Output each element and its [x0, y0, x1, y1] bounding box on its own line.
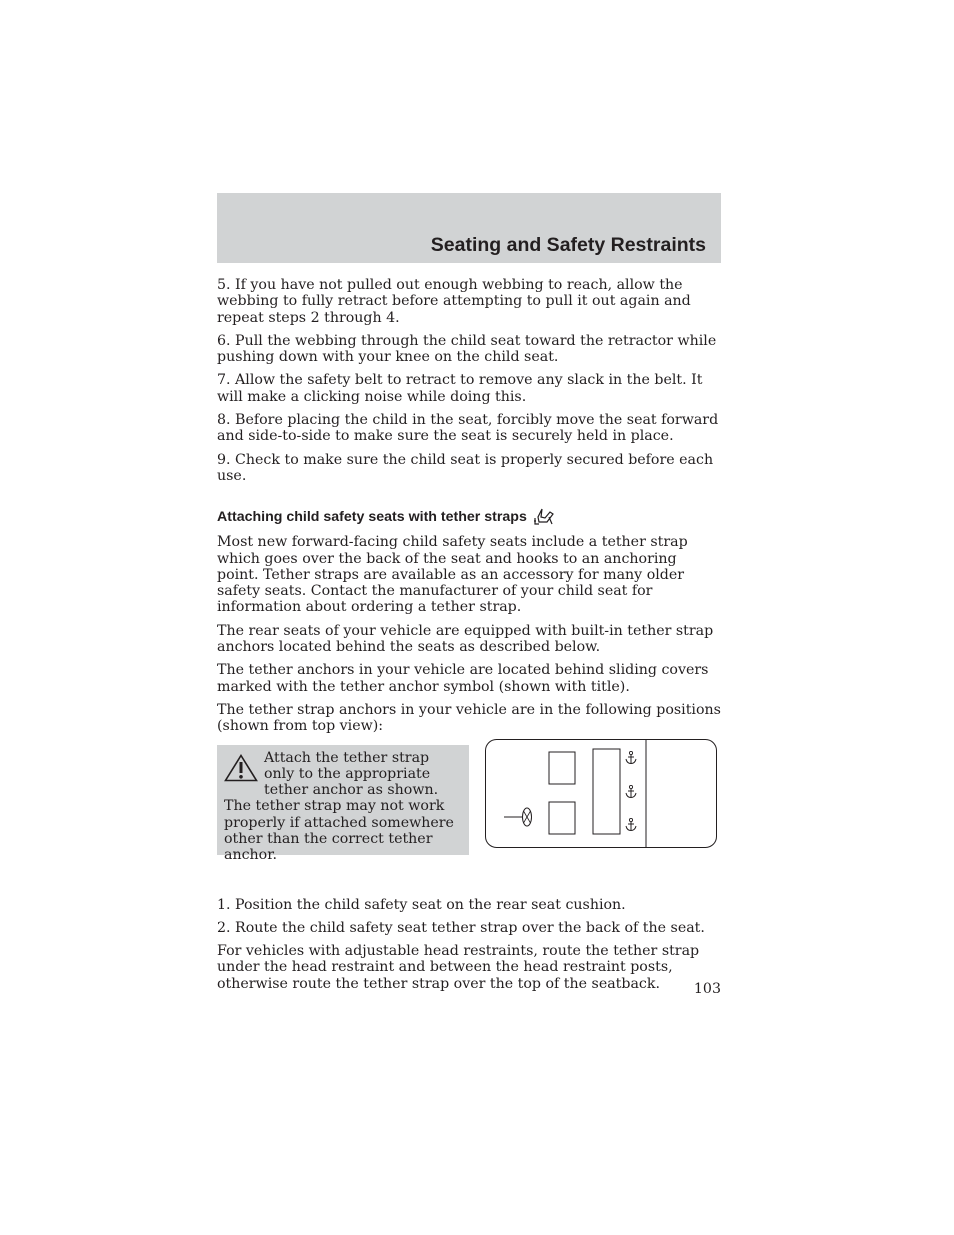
tether-paragraph-3: The tether anchors in your vehicle are located behind sliding covers marked with the tether anchor symbol (shown with title).: [217, 662, 709, 695]
section-title: Seating and Safety Restraints: [430, 234, 706, 256]
tether-heading-text: Attaching child safety seats with tether straps: [217, 509, 527, 526]
step-9: 9. Check to make sure the child seat is properly secured before each use.: [217, 451, 714, 484]
tether-section-heading: [217, 508, 721, 526]
warning-and-diagram-row: [217, 745, 721, 897]
tether-paragraph-1: Most new forward-facing child safety seats include a tether strap which goes over the back of the seat and hooks to an anchoring point. Tether straps are available as an accessory for many older safety seats. Contact the manufacturer of your child seat for information about ordering a tether strap.: [217, 534, 688, 616]
step-1: 1. Position the child safety seat on the rear seat cushion.: [217, 896, 626, 913]
tether-paragraph-4: The tether strap anchors in your vehicle are in the following positions (shown from top view):: [217, 701, 721, 735]
steps-bottom: [217, 897, 721, 992]
page-content: [217, 277, 721, 999]
step-5: 5. If you have not pulled out enough webbing to reach, allow the webbing to fully retract before attempting to pull it out again and repeat steps 2 through 4.: [217, 277, 691, 326]
warning-box: [217, 745, 469, 864]
page-number: 103: [693, 981, 721, 997]
tether-paragraph-2: The rear seats of your vehicle are equipped with built-in tether strap anchors located behind the seats as described below.: [217, 622, 714, 656]
warning-text: Attach the tether strap only to the appropriate tether anchor as shown. The tether strap may not work properly if attached somewhere other than the correct tether anchor.: [224, 749, 454, 864]
section-header-band: [217, 193, 721, 263]
warning-triangle-icon: [224, 754, 258, 782]
step-2: 2. Route the child safety seat tether strap over the back of the seat.: [217, 919, 705, 936]
step-8: 8. Before placing the child in the seat, forcibly move the seat forward and side-to-side to make sure the seat is securely held in place.: [217, 412, 719, 445]
step-6: 6. Pull the webbing through the child seat toward the retractor while pushing down with your knee on the child seat.: [217, 332, 717, 366]
head-restraint-note: For vehicles with adjustable head restraints, route the tether strap under the head restraint and between the head restraint posts, otherwise route the tether strap over the top of the seatback.: [217, 943, 700, 992]
tether-anchor-symbol-icon: [533, 508, 555, 526]
step-7: 7. Allow the safety belt to retract to remove any slack in the belt. It will make a clicking noise while doing this.: [217, 372, 703, 405]
tether-anchor-positions-diagram: [485, 739, 717, 848]
